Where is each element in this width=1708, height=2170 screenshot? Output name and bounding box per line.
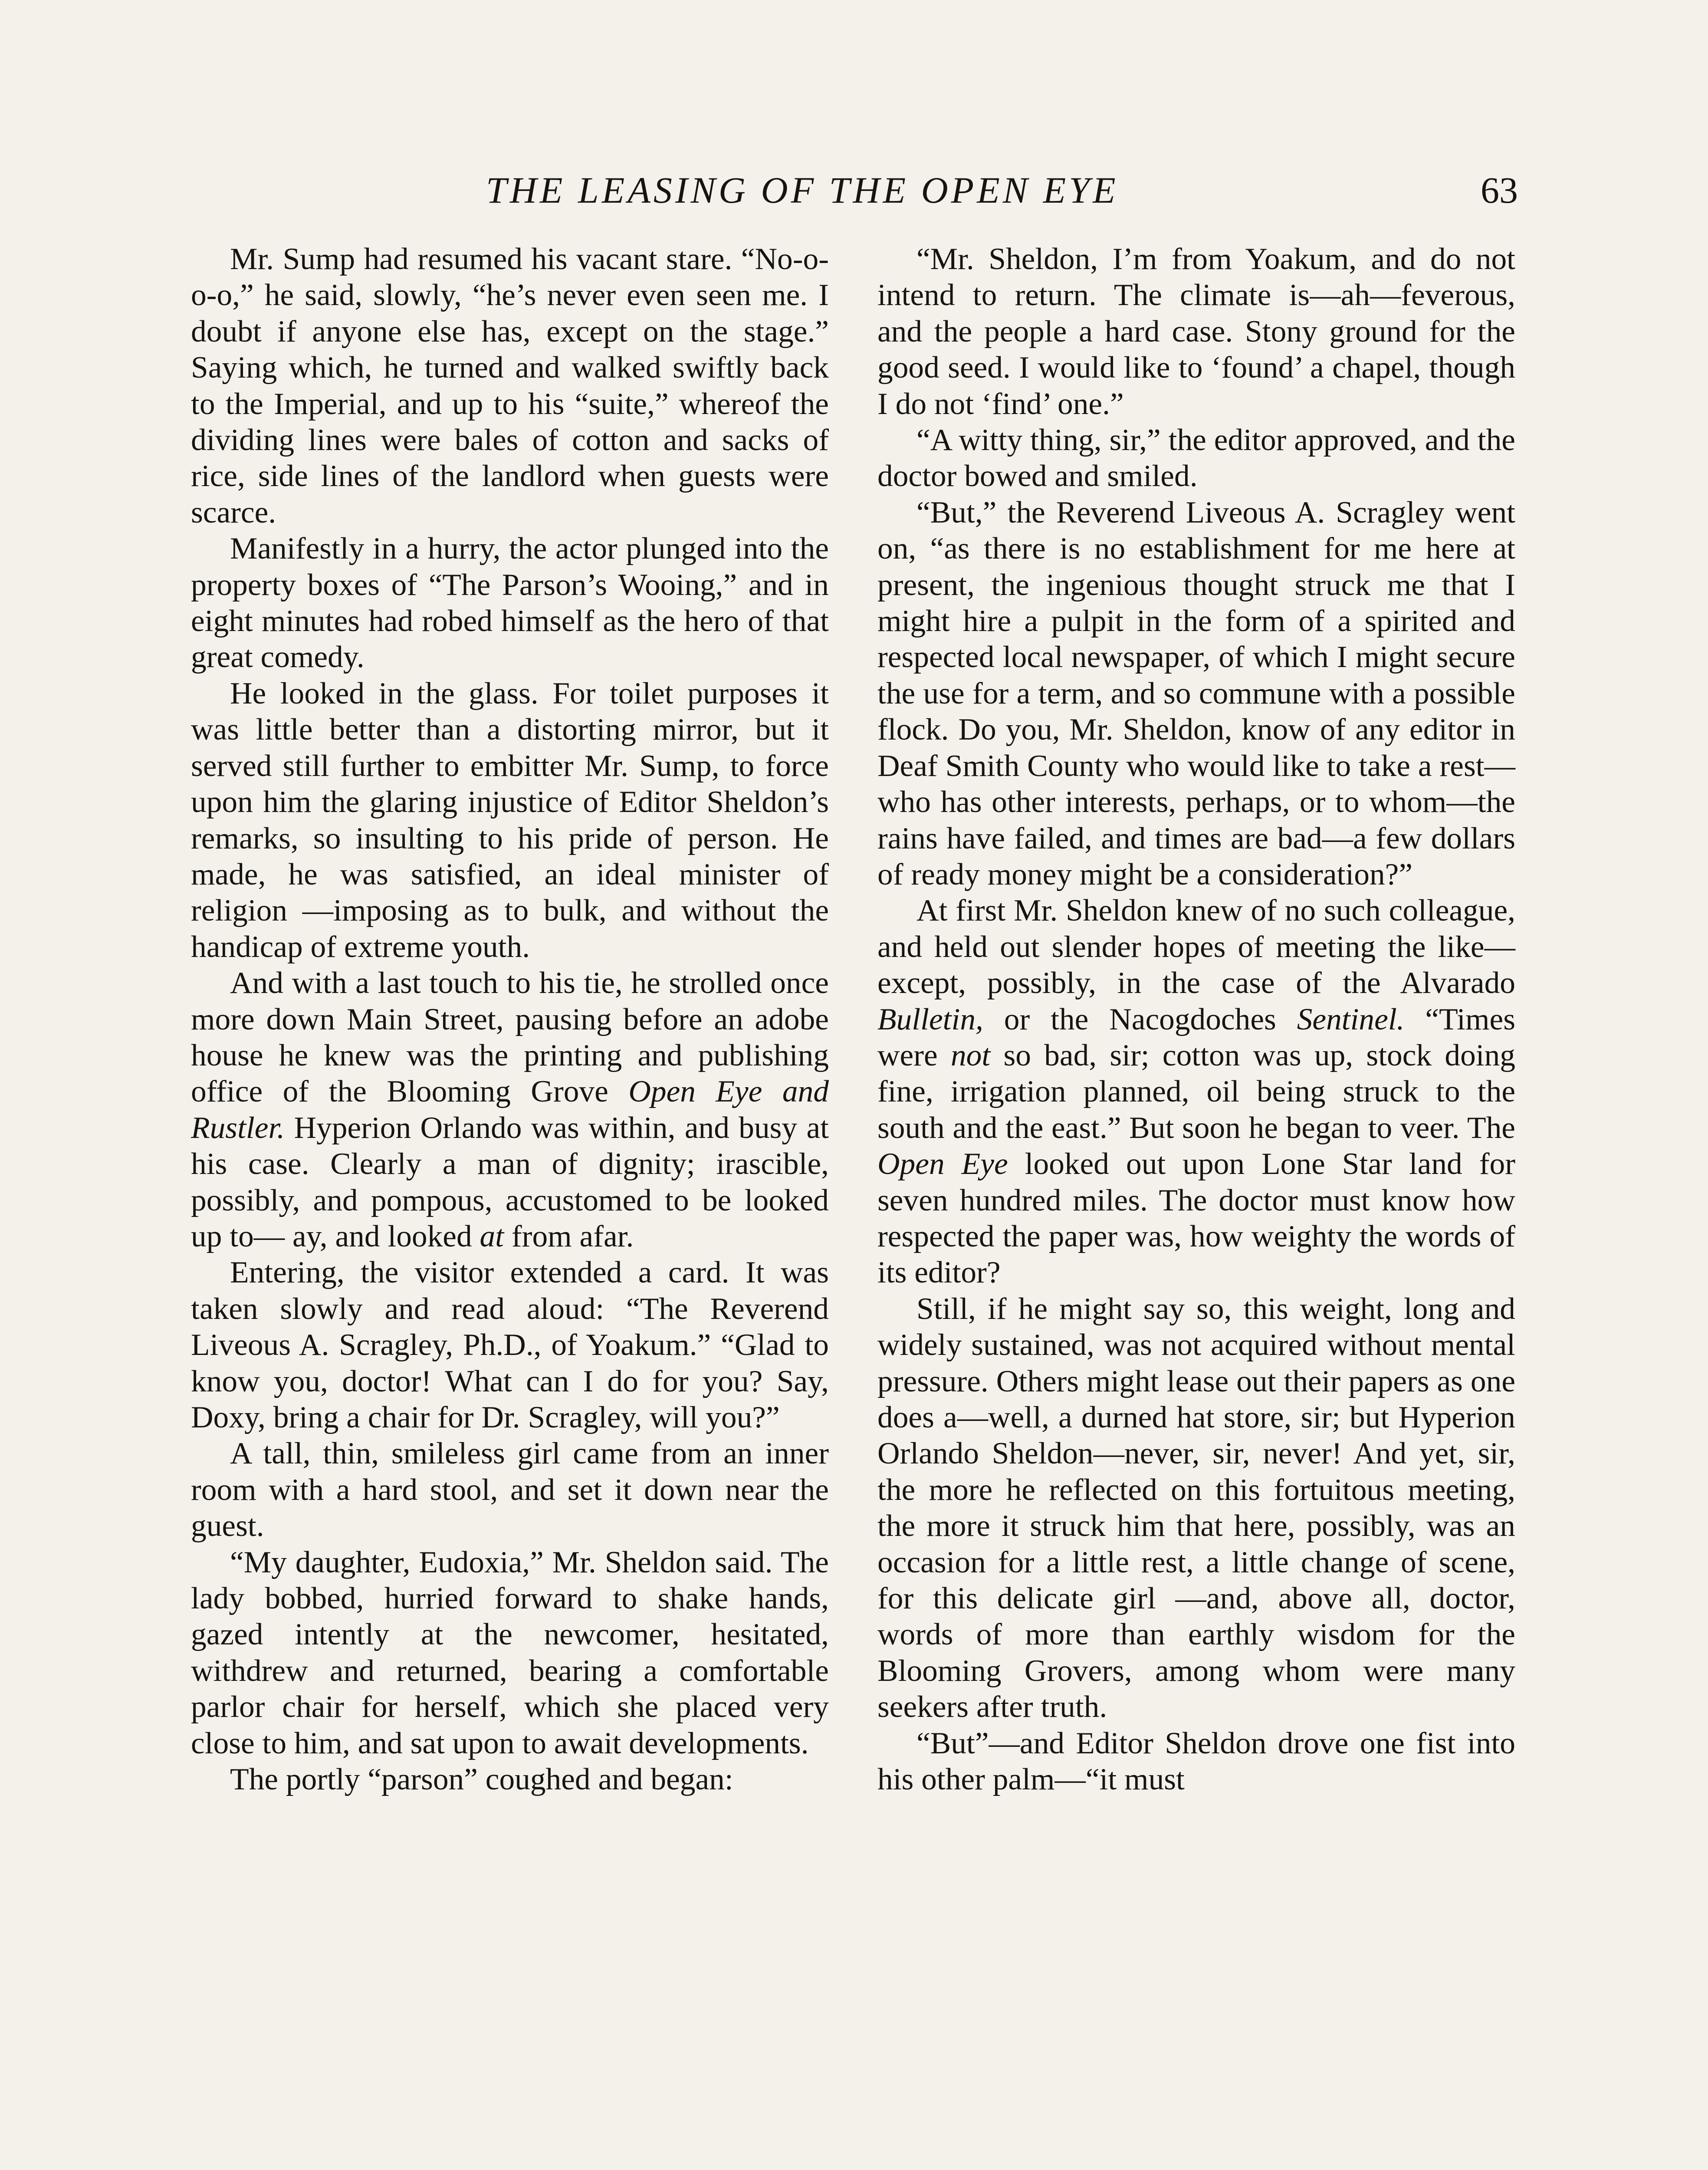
paragraph: Manifestly in a hurry, the actor plunged into the property boxes of “The Parson’s Wooing,” and in eight minutes had robed himself as the hero of that great comedy. bbox=[191, 531, 829, 674]
emphasis: not bbox=[950, 1038, 991, 1072]
paragraph: The portly “parson” coughed and began: bbox=[230, 1762, 733, 1797]
newspaper-title: Sentinel. bbox=[1297, 1002, 1405, 1036]
running-head: THE LEASING OF THE OPEN EYE bbox=[486, 169, 1119, 211]
newspaper-title: Bulletin, bbox=[877, 1002, 983, 1036]
paragraph: “But,” the Reverend Liveous A. Scragley went on, “as there is no establishment for me here at present, the ingenious thought struck me that I might hire a pulpit in the form of a spirited and respected local newspaper, of which I might secure the use for a term, and so commune with a possible flock. Do you, Mr. Sheldon, know of any editor in Deaf Smith County who would like to take a rest—who has other interests, perhaps, or to whom—the rains have failed, and times are bad—a few dollars of ready money might be a consideration?” bbox=[877, 495, 1515, 891]
text-run: looked out upon Lone Star land for seven hundred miles. The doctor must know how respected the paper was, how weighty the words of its editor? bbox=[877, 1147, 1515, 1290]
paragraph: He looked in the glass. For toilet purposes it was little better than a distorting mirror, but it served still further to embitter Mr. Sump, to force upon him the glaring injustice of Editor Sheldon’s remarks, so insulting to his pride of person. He made, he was satisfied, an ideal minister of religion —imposing as to bulk, and without the handicap of extreme youth. bbox=[191, 676, 829, 964]
text-run: And with a last touch to his tie, he strolled once more down Main Street, pausing before an adobe house he knew was the printing and publishing office of the Blooming Grove bbox=[191, 966, 829, 1109]
text-run: “Times were bbox=[877, 1002, 1516, 1072]
text-run: so bad, sir; cotton was up, stock doing fine, irrigation planned, oil being struck to the south and the east.” But soon he began to veer. The bbox=[877, 1038, 1515, 1145]
newspaper-title: Open Eye and Rustler. bbox=[191, 1074, 829, 1145]
paragraph: “But”—and Editor Sheldon drove one fist into his other palm—“it must bbox=[877, 1726, 1515, 1797]
text-run: or the Nacogdoches bbox=[983, 1002, 1297, 1036]
emphasis: at bbox=[480, 1219, 504, 1253]
paragraph: “A witty thing, sir,” the editor approved, and the doctor bowed and smiled. bbox=[877, 423, 1515, 493]
paragraph: Entering, the visitor extended a card. It was taken slowly and read aloud: “The Reverend Liveous A. Scragley, Ph.D., of Yoakum.” “Glad to know you, doctor! What can I do for you? Say, Doxy, bring a chair for Dr. Scragley, will you?” bbox=[191, 1255, 829, 1434]
paragraph: Still, if he might say so, this weight, long and widely sustained, was not acquired without mental pressure. Others might lease out their papers as one does a—well, a durned hat store, sir; but Hyperion Orlando Sheldon—never, sir, never! And yet, sir, the more he reflected on this fortuitous meeting, the more it struck him that here, possibly, was an occasion for a little rest, a little change of scene, for this delicate girl —and, above all, doctor, words of more than earthly wisdom for the Blooming Grovers, among whom were many seekers after truth. bbox=[877, 1291, 1515, 1724]
left-column bbox=[191, 241, 829, 1797]
right-column bbox=[877, 241, 1515, 1797]
newspaper-title: Open Eye bbox=[877, 1147, 1008, 1181]
text-run: Hyperion Orlando was within, and busy at his case. Clearly a man of dignity; irascible, possibly, and pompous, accustomed to be looked up to— ay, and looked bbox=[191, 1110, 829, 1253]
paragraph: A tall, thin, smileless girl came from an inner room with a hard stool, and set it down near the guest. bbox=[191, 1436, 829, 1543]
paragraph: “My daughter, Eudoxia,” Mr. Sheldon said. The lady bobbed, hurried forward to shake hands, gazed intently at the newcomer, hesitated, withdrew and returned, bearing a comfortable parlor chair for herself, which she placed very close to him, and sat upon to await developments. bbox=[191, 1545, 829, 1760]
text-run: At first Mr. Sheldon knew of no such colleague, and held out slender hopes of meeting the like—except, possibly, in the case of the Alvarado bbox=[877, 893, 1515, 1000]
page-number: 63 bbox=[1481, 169, 1518, 211]
page-header bbox=[0, 164, 1708, 216]
paragraph: “Mr. Sheldon, I’m from Yoakum, and do not intend to return. The climate is—ah—feverous, and the people a hard case. Stony ground for the good seed. I would like to ‘found’ a chapel, though I do not ‘find’ one.” bbox=[877, 242, 1515, 421]
text-run: from afar. bbox=[504, 1219, 634, 1253]
paragraph: Mr. Sump had resumed his vacant stare. “No-o-o-o,” he said, slowly, “he’s never even seen me. I doubt if anyone else has, except on the stage.” Saying which, he turned and walked swiftly back to the Imperial, and up to his “suite,” whereof the dividing lines were bales of cotton and sacks of rice, side lines of the landlord when guests were scarce. bbox=[191, 242, 829, 529]
paragraph bbox=[877, 892, 1515, 1290]
paragraph bbox=[191, 965, 829, 1254]
